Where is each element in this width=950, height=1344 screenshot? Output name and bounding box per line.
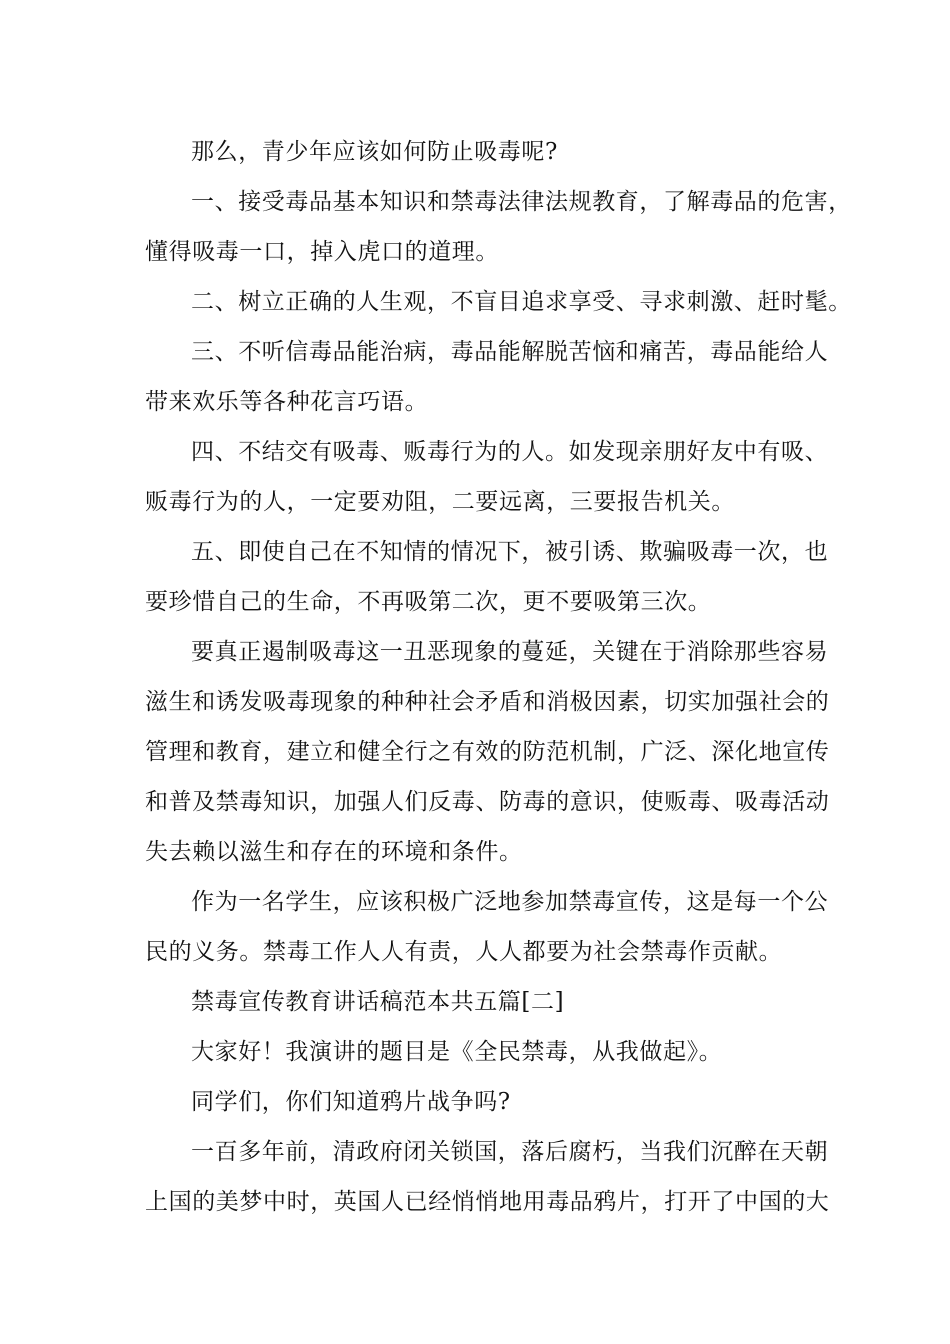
text-line: 大家好！我演讲的题目是《全民禁毒，从我做起》。 [191, 1039, 723, 1065]
text-line: 带来欢乐等各种花言巧语。 [145, 389, 429, 415]
text-line: 民的义务。禁毒工作人人有责，人人都要为社会禁毒作贡献。 [145, 939, 783, 965]
text-line: 和普及禁毒知识，加强人们反毒、防毒的意识，使贩毒、吸毒活动 [145, 789, 830, 815]
text-line: 上国的美梦中时，英国人已经悄悄地用毒品鸦片，打开了中国的大 [145, 1189, 830, 1215]
text-line: 一、接受毒品基本知识和禁毒法律法规教育，了解毒品的危害， [191, 189, 852, 215]
section-heading: 禁毒宣传教育讲话稿范本共五篇[二] [191, 989, 565, 1015]
text-line: 作为一名学生，应该积极广泛地参加禁毒宣传，这是每一个公 [191, 889, 829, 915]
text-line: 失去赖以滋生和存在的环境和条件。 [145, 839, 523, 865]
text-line: 要珍惜自己的生命，不再吸第二次，更不要吸第三次。 [145, 589, 712, 615]
text-line: 三、不听信毒品能治病，毒品能解脱苦恼和痛苦，毒品能给人 [191, 339, 829, 365]
text-line: 懂得吸毒一口，掉入虎口的道理。 [145, 239, 499, 265]
text-line: 滋生和诱发吸毒现象的种种社会矛盾和消极因素，切实加强社会的 [145, 689, 830, 715]
text-line: 五、即使自己在不知情的情况下，被引诱、欺骗吸毒一次，也 [191, 539, 829, 565]
text-line: 同学们，你们知道鸦片战争吗? [191, 1089, 511, 1115]
text-line: 管理和教育，建立和健全行之有效的防范机制，广泛、深化地宣传 [145, 739, 830, 765]
text-line: 那么，青少年应该如何防止吸毒呢? [191, 139, 558, 165]
text-line: 四、不结交有吸毒、贩毒行为的人。如发现亲朋好友中有吸、 [191, 439, 829, 465]
text-line: 二、树立正确的人生观，不盲目追求享受、寻求刺激、赶时髦。 [191, 289, 852, 315]
text-line: 一百多年前，清政府闭关锁国，落后腐朽，当我们沉醉在天朝 [191, 1139, 829, 1165]
text-line: 贩毒行为的人，一定要劝阻，二要远离，三要报告机关。 [145, 489, 735, 515]
text-line: 要真正遏制吸毒这一丑恶现象的蔓延，关键在于消除那些容易 [191, 639, 829, 665]
